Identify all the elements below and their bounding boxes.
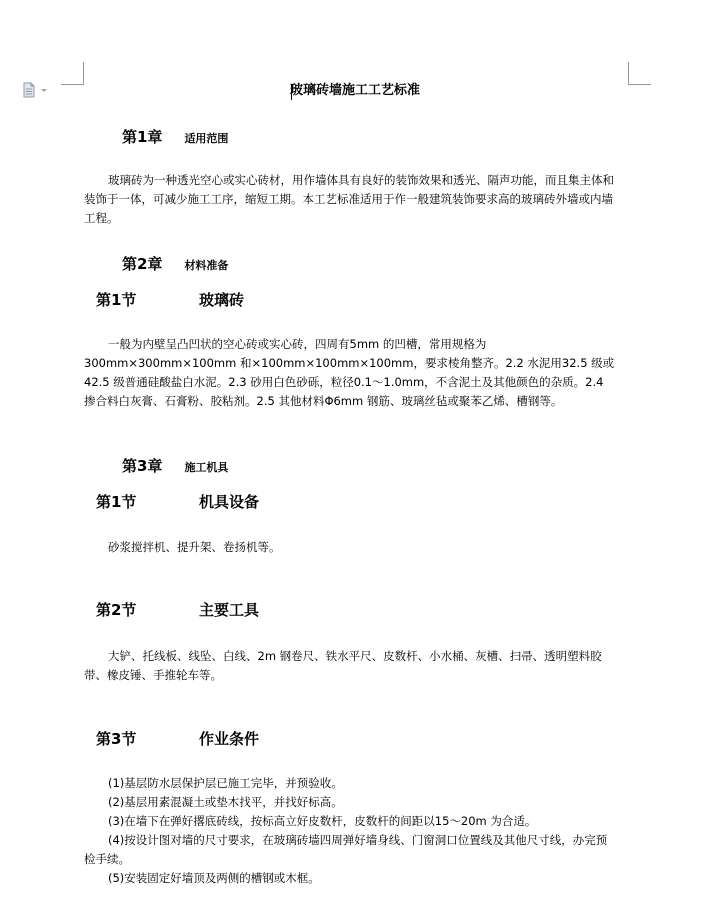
list-item: (3)在墙下在弹好撂底砖线，按标高立好皮数杆，皮数杆的间距以15～20m 为合适。	[108, 814, 537, 828]
section-heading	[96, 729, 260, 749]
section-number: 第2节	[96, 601, 137, 619]
chapter-name: 适用范围	[184, 132, 229, 145]
section-name: 玻璃砖	[199, 291, 245, 309]
chapter-heading	[122, 127, 228, 149]
chapter-number: 第2章	[122, 255, 163, 273]
section-name: 主要工具	[199, 601, 260, 619]
section-heading	[96, 290, 245, 310]
page-corner-top-right	[628, 62, 651, 85]
paragraph-tools: 大铲、托线板、线坠、白线、2m 钢卷尺、铁水平尺、皮数杆、小水桶、灰槽、扫帚、透明塑料胶带、橡皮锤、手推轮车等。	[84, 649, 602, 682]
list-item: (5)安装固定好墙顶及两侧的槽钢或木框。	[108, 871, 320, 885]
chapter-heading	[122, 254, 228, 276]
section-number: 第1节	[96, 493, 137, 511]
section-heading	[96, 600, 260, 620]
section-name: 作业条件	[199, 730, 260, 748]
chapter-name: 施工机具	[184, 461, 229, 474]
section-name: 机具设备	[199, 493, 260, 511]
list-item: (1)基层防水层保护层已施工完毕，并预验收。	[108, 776, 343, 790]
chapter-number: 第1章	[122, 128, 163, 146]
paragraph-scope: 玻璃砖为一种透光空心或实心砖材，用作墙体具有良好的装饰效果和透光、隔声功能，而且集主体和装饰于一体，可减少施工工序，缩短工期。本工艺标准适用于作一般建筑装饰要求高的玻璃砖外墙或内墙工程。	[84, 173, 614, 225]
page-corner-top-left	[61, 62, 84, 85]
list-item: (2)基层用素混凝土或垫木找平，并找好标高。	[108, 795, 343, 809]
list-item: (4)按设计图对墙的尺寸要求，在玻璃砖墙四周弹好墙身线、门窗洞口位置线及其他尺寸线，办完预检手续。	[84, 833, 608, 866]
paragraph-equipment: 砂浆搅拌机、提升架、卷扬机等。	[108, 540, 281, 554]
chapter-heading	[122, 456, 228, 478]
chapter-number: 第3章	[122, 457, 163, 475]
conditions-list	[84, 774, 616, 888]
section-heading	[96, 492, 260, 512]
paragraph-glass-brick: 一般为内壁呈凸凹状的空心砖或实心砖，四周有5mm 的凹槽，常用规格为300mm×300mm×100mm 和×100mm×100mm×100mm，要求棱角整齐。2.2 水泥用32.5 级或42.5 级普通硅酸盐白水泥。2.3 砂用白色砂砾，粒径0.1～1.0mm，不含泥土及其他颜色的杂质。2.4 掺合料白灰膏、石膏粉、胶粘剂。2.5 其他材料Φ6mm 钢筋、玻璃丝毡或聚苯乙烯、槽钢等。	[84, 337, 615, 408]
document-title: 玻璃砖墙施工工艺标准	[289, 83, 420, 98]
chapter-name: 材料准备	[184, 259, 229, 272]
section-number: 第1节	[96, 291, 137, 309]
section-number: 第3节	[96, 730, 137, 748]
